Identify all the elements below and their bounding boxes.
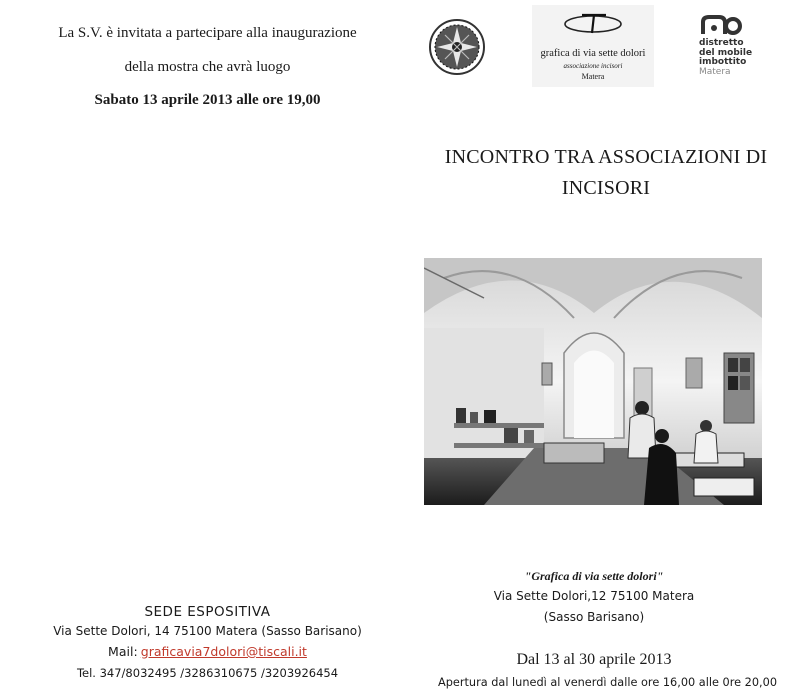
distretto-emblem-icon	[699, 14, 743, 38]
invitation-line-2: della mostra che avrà luogo	[124, 59, 291, 75]
venue-area: (Sasso Barisano)	[543, 610, 645, 624]
grafica-emblem-icon	[562, 11, 624, 37]
distretto-line-2: del mobile	[699, 47, 753, 58]
distretto-line-3: imbottito	[699, 57, 747, 67]
sede-address: Via Sette Dolori, 14 75100 Matera (Sasso Barisano)	[53, 624, 362, 638]
opening-hours: Apertura dal lunedì al venerdì dalle ore 16,00 alle 0re 20,00	[437, 676, 778, 689]
invitation-date: Sabato 13 aprile 2013 alle ore 19,00	[94, 92, 321, 108]
grafica-logo-city: Matera	[581, 72, 605, 81]
mail-link[interactable]: graficavia7dolori@tiscali.it	[140, 644, 307, 659]
sede-mail-row	[0, 644, 415, 660]
exhibition-dates: Dal 13 al 30 aprile 2013	[516, 651, 672, 668]
sede-heading: SEDE ESPOSITIVA	[144, 604, 271, 620]
grafica-logo-sub: associazione incisori	[563, 62, 623, 70]
grafica-logo-name: grafica di via sette dolori	[540, 48, 646, 59]
distretto-city: Matera	[699, 66, 731, 77]
distretto-logo	[697, 14, 757, 80]
exhibition-title-line-2: INCISORI	[561, 177, 651, 199]
mail-label: Mail:	[108, 644, 138, 659]
exhibition-title-line-1: INCONTRO TRA ASSOCIAZIONI DI	[444, 146, 768, 168]
workshop-photo	[424, 258, 762, 505]
invitation-line-1: La S.V. è invitata a partecipare alla inaugurazione	[58, 25, 357, 41]
distretto-line-1: distretto	[699, 38, 744, 48]
venue-address: Via Sette Dolori,12 75100 Matera	[493, 589, 695, 603]
sede-tel: Tel. 347/8032495 /3286310675 /3203926454	[76, 666, 339, 680]
venue-name: "Grafica di via sette dolori"	[524, 569, 664, 583]
grafica-logo	[532, 5, 654, 87]
engraving-seal-logo	[428, 18, 486, 76]
